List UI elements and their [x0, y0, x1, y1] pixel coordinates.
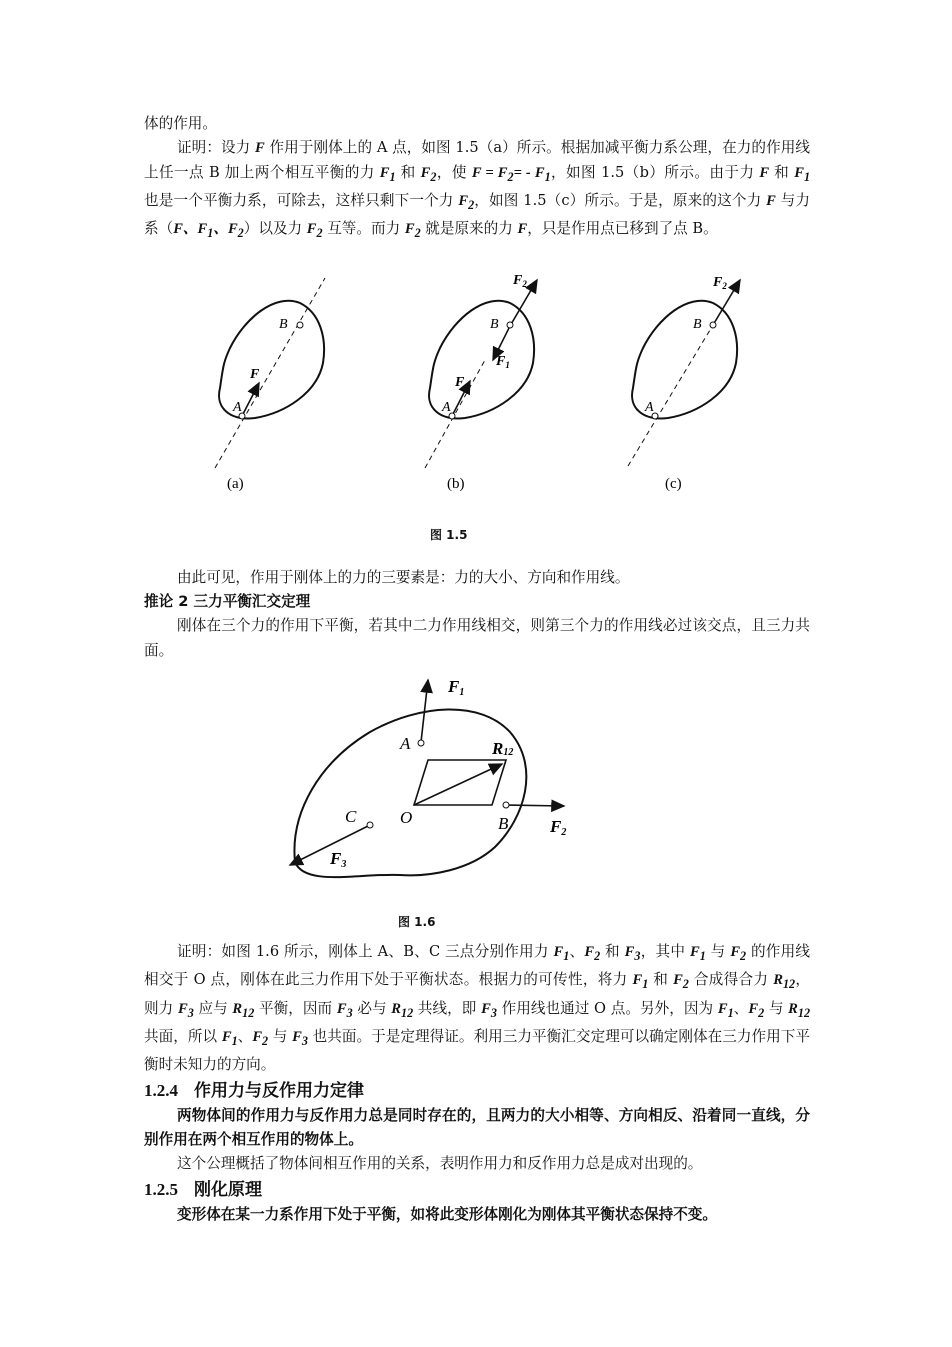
paragraph: 体的作用。 — [144, 115, 217, 132]
svg-text:F1: F1 — [448, 677, 465, 698]
sub-label-c: (c) — [665, 476, 682, 492]
force-arrow-F2 — [506, 805, 564, 806]
proof-paragraph: 证明：设力 F 作用于刚体上的 A 点，如图 1.5（a）所示。根据加减平衡力系公理，在力的作用线上任一点 B 加上两个相互平衡的力 $F_1$ 和 $F_2$，使 $F = F_2= - F_1$，如图 1.5（b）所示。由于力 F 和 $F_1$ 也是一个平衡力系，可除去，这样只剩下一个力 $F_2$，如图 1.5（c）所示。于是，原来的这个力 F 与力系（F、$F_1$、$F_2$）以及力 $F_2$ 互等。而力 $F_2$ 就是原来的力 F，只是作用点已移到了点 B。 — [144, 139, 811, 241]
line-of-action-c — [628, 325, 713, 466]
figure-caption-1-5: 图 1.5 — [430, 528, 468, 542]
force-arrow-F-a — [242, 383, 259, 416]
text-block-middle — [144, 566, 810, 663]
svg-text:A: A — [233, 400, 242, 415]
svg-text:F2: $F_2$ — [713, 275, 727, 291]
svg-text:A: A — [645, 400, 654, 415]
svg-text:F: F — [250, 367, 260, 382]
principle-statement: 变形体在某一力系作用下处于平衡，如将此变形体刚化为刚体其平衡状态保持不变。 — [177, 1205, 717, 1223]
text-block-top — [144, 112, 810, 246]
svg-text:F1: $F_1$ — [496, 354, 510, 370]
paragraph: 这个公理概括了物体间相互作用的关系，表明作用力和反作用力总是成对出现的。 — [177, 1155, 703, 1173]
svg-text:F2: F2 — [550, 817, 567, 838]
svg-text:A: A — [400, 734, 411, 753]
figure-1-5 — [195, 268, 755, 498]
svg-text:F2: $F_2$ — [513, 273, 527, 289]
paragraph: 刚体在三个力的作用下平衡，若其中二力作用线相交，则第三个力的作用线必过该交点，且三力共面。 — [144, 617, 810, 659]
svg-text:B: B — [490, 317, 499, 332]
proof-paragraph: 证明：如图 1.6 所示，刚体上 A、B、C 三点分别作用力 $F_1$、$F_2$ 和 $F_3$，其中 $F_1$ 与 $F_2$ 的作用线相交于 O 点，刚体在此三力作用下处于平衡状态。根据力的可传性，将力 $F_1$ 和 $F_2$ 合成得合力 $R_{12}$，则力 $F_3$ 应与 $R_{12}$ 平衡，因而 $F_3$ 必与 $R_{12}$ 共线，即 $F_3$ 作用线也通过 O 点。另外，因为 $F_1$、$F_2$ 与 $R_{12}$ 共面，所以 $F_1$、$F_2$ 与 $F_3$ 也共面。于是定理得证。利用三力平衡汇交定理可以确定刚体在三力作用下平衡时未知力的方向。 — [144, 943, 811, 1074]
text-block-bottom — [144, 940, 810, 1227]
section-heading-1-2-4: 1.2.4 作用力与反作用力定律 — [144, 1080, 364, 1101]
svg-text:A: A — [442, 400, 451, 415]
sub-label-b: (b) — [447, 476, 465, 492]
sub-label-a: (a) — [227, 476, 244, 492]
theorem-heading: 推论 2 三力平衡汇交定理 — [144, 593, 311, 611]
law-statement: 两物体间的作用力与反作用力总是同时存在的，且两力的大小相等、方向相反、沿着同一直线，分别作用在两个相互作用的物体上。 — [144, 1106, 810, 1149]
svg-text:C: C — [345, 807, 357, 826]
figure-1-6 — [280, 672, 580, 902]
figure-caption-1-6: 图 1.6 — [398, 915, 436, 929]
line-of-action-a — [215, 278, 325, 468]
svg-text:B: B — [498, 814, 509, 833]
section-heading-1-2-5: 1.2.5 刚化原理 — [144, 1179, 262, 1200]
svg-text:F: F — [455, 375, 465, 390]
svg-text:F3: F3 — [330, 849, 347, 870]
paragraph: 由此可见，作用于刚体上的力的三要素是：力的大小、方向和作用线。 — [177, 569, 630, 586]
resultant-R12 — [414, 764, 502, 805]
svg-text:O: O — [400, 808, 413, 827]
svg-text:B: B — [279, 317, 288, 332]
svg-text:R12: R12 — [492, 739, 514, 758]
svg-text:B: B — [693, 317, 702, 332]
